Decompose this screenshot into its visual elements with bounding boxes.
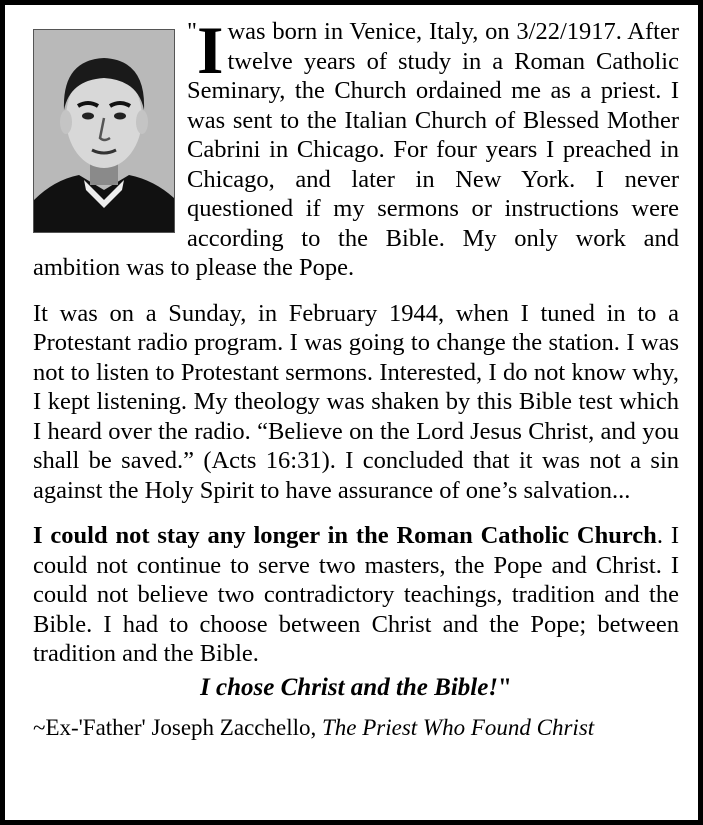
conclusion-text: I chose Christ and the Bible! [200,673,499,701]
author-name: ~Ex-'Father' Joseph Zacchello, [33,715,322,740]
paragraph3-text: . I could not continue to serve two masters, the Pope and Christ. I could not believe two contradictory teachings, tradition and the Bible. I had to choose between Christ and the Pope; between tradition and the Bible. [33,522,679,667]
attribution [33,714,679,742]
decision-emphasis: I could not stay any longer in the Roman Catholic Church [33,522,657,549]
book-title: The Priest Who Found Christ [321,715,595,740]
opening-quote-mark: " [187,18,198,45]
closing-quote-mark: " [498,673,512,701]
conclusion-line [33,673,679,703]
paragraph1-text: was born in Venice, Italy, on 3/22/1917. After twelve years of study in a Roman Catholic Seminary, the Church ordained me as a priest. I was sent to the Italian Church of Blessed Mother Cabrini in Chicago. For four years I preached in Chicago, and later in New York. I never questioned if my sermons or instructions were according to the Bible. My only work and ambition was to please the Pope. [33,18,679,281]
drop-cap: I [197,12,224,88]
paragraph-decision [33,521,679,669]
author-portrait [33,29,175,233]
testimony-block [33,12,679,742]
paragraph-radio-program: It was on a Sunday, in February 1944, when I tuned in to a Protestant radio program. I was going to change the station. I was not to listen to Protestant sermons. Interested, I do not know why, I kept listening. My theology was shaken by this Bible test which I heard over the radio. “Believe on the Lord Jesus Christ, and you shall be saved.” (Acts 16:31). I concluded that it was not a sin against the Holy Spirit to have assurance of one’s salvation... [33,299,679,504]
portrait-illustration [34,30,174,232]
